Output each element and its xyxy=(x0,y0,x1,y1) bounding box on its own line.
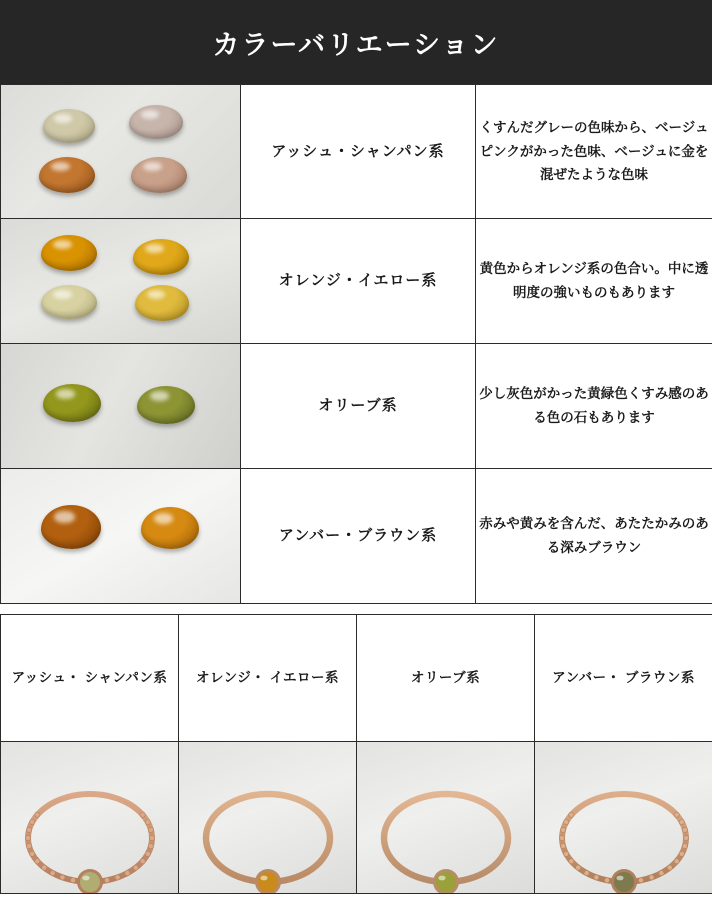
ring-label-amber: アンバー・ ブラウン系 xyxy=(535,615,712,742)
color-name-olive: オリーブ系 xyxy=(241,344,476,469)
color-description-orange: 黄色からオレンジ系の色合い。中に透明度の強いものもあります xyxy=(476,219,712,344)
color-name-amber: アンバー・ブラウン系 xyxy=(241,469,476,604)
ring-gem xyxy=(80,872,100,892)
ring-gem xyxy=(258,872,278,892)
section-divider xyxy=(0,604,712,614)
photo-background xyxy=(1,219,240,343)
color-description-olive: 少し灰色がかった黄緑色くすみ感のある色の石もあります xyxy=(476,344,712,469)
table-row xyxy=(1,469,712,604)
ring-label-ash: アッシュ・ シャンパン系 xyxy=(1,615,179,742)
ring-illustration xyxy=(1,742,179,894)
color-name-ash: アッシュ・シャンパン系 xyxy=(241,85,476,219)
color-description-ash: くすんだグレーの色味から、ベージュ ピンクがかった色味、ベージュに金を混ぜたような色味 xyxy=(476,85,712,219)
photo-background xyxy=(1,344,240,468)
gem-stone xyxy=(129,105,183,139)
page-header xyxy=(0,0,712,84)
color-name-orange: オレンジ・イエロー系 xyxy=(241,219,476,344)
stone-photo-orange xyxy=(1,219,241,344)
ring-gem xyxy=(614,872,634,892)
color-variation-table xyxy=(0,84,712,604)
table-row xyxy=(1,344,712,469)
color-description-amber: 赤みや黄みを含んだ、あたたかみのある深みブラウン xyxy=(476,469,712,604)
ring-label-olive: オリーブ系 xyxy=(357,615,535,742)
table-row xyxy=(1,85,712,219)
ring-illustration xyxy=(535,742,712,894)
table-row xyxy=(1,219,712,344)
gem-stone xyxy=(43,109,95,143)
stone-photo-olive xyxy=(1,344,241,469)
page-title: カラーバリエーション xyxy=(212,29,500,60)
gem-stone xyxy=(135,285,189,321)
ring-label-row xyxy=(1,615,712,742)
ring-photo-row xyxy=(1,742,712,894)
ring-gem xyxy=(436,872,456,892)
ring-photo-orange xyxy=(179,742,357,894)
gem-stone xyxy=(43,384,101,422)
photo-background xyxy=(1,469,240,603)
gem-stone xyxy=(41,235,97,271)
gem-stone xyxy=(41,505,101,549)
gem-stone xyxy=(141,507,199,549)
ring-comparison-table xyxy=(0,614,712,894)
stone-photo-ash xyxy=(1,85,241,219)
gem-stone xyxy=(39,157,95,193)
stone-photo-amber xyxy=(1,469,241,604)
gem-stone xyxy=(131,157,187,193)
ring-illustration xyxy=(179,742,357,894)
ring-photo-olive xyxy=(357,742,535,894)
gem-stone xyxy=(133,239,189,275)
gem-stone xyxy=(137,386,195,424)
ring-photo-ash xyxy=(1,742,179,894)
ring-label-orange: オレンジ・ イエロー系 xyxy=(179,615,357,742)
photo-background xyxy=(1,85,240,218)
ring-photo-amber xyxy=(535,742,712,894)
gem-stone xyxy=(41,285,97,319)
ring-illustration xyxy=(357,742,535,894)
